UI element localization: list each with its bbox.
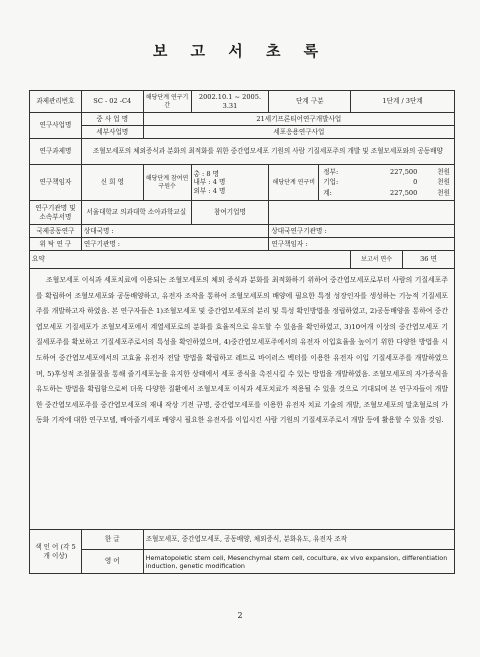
- summary-label: 요약: [30, 251, 351, 269]
- researcher-total: 총 : 8 명: [193, 170, 219, 179]
- row-center-business: [30, 113, 455, 126]
- period-value: 2002.10.1 ~ 2005. 3.31: [191, 91, 269, 113]
- research-cost-values: [319, 165, 455, 201]
- enterprise-name-label: 참여기업명: [191, 201, 269, 225]
- cost-breakdown: [321, 167, 452, 198]
- outsource-institution-label: 연구기관명 :: [81, 238, 269, 251]
- center-business-value: 21세기프론티어연구개발사업: [143, 113, 454, 126]
- enterprise-unit: 천원: [437, 178, 450, 187]
- research-cost-label: 해당단계 연구비: [269, 165, 319, 201]
- sum-value: 227,500: [390, 188, 418, 197]
- page-number: 2: [237, 611, 243, 620]
- enterprise-name-value: [269, 201, 455, 225]
- business-label: 연구사업명: [30, 113, 82, 139]
- keywords-label: 색 인 어 (각 5개 이상): [30, 530, 82, 574]
- row-principal-investigator: [30, 165, 455, 201]
- intl-institution-label: 상대국연구기관명 :: [269, 225, 455, 238]
- detail-business-value: 세포응용연구사업: [143, 126, 454, 139]
- abstract-table: [29, 90, 455, 574]
- project-title-label: 연구과제명: [30, 139, 82, 165]
- keywords-english-value: Hematopoietic stem cell, Mesenchymal stem cell, coculture, ex vivo expansion, differentiation induction, genetic modification: [143, 550, 454, 574]
- row-project-title: [30, 139, 455, 165]
- project-number-value: SC - 02 -C4: [81, 91, 143, 113]
- keywords-korean-label: 한 글: [81, 530, 143, 550]
- pi-label: 연구책임자: [30, 165, 82, 201]
- researcher-internal: 내부 : 4 명: [193, 178, 226, 187]
- stage-label: 단계 구분: [269, 91, 351, 113]
- project-title-value: 조혈모세포의 체외증식과 분화의 최적화를 위한 중간엽모세포 기원의 사람 기질세포주의 개발 및 조혈모세포와의 공동배양: [81, 139, 454, 165]
- enterprise-value: 0: [413, 178, 418, 187]
- row-detail-business: [30, 126, 455, 139]
- keywords-english-label: 영 어: [81, 550, 143, 574]
- researcher-external: 외부 : 4 명: [193, 186, 226, 195]
- report-title: 보 고 서 초 록: [152, 42, 328, 60]
- detail-business-label: 세부사업명: [81, 126, 143, 139]
- row-international: [30, 225, 455, 238]
- report-pages-label: 보고서 면수: [351, 251, 403, 269]
- row-institution: [30, 201, 455, 225]
- enterprise-label: 기업:: [323, 178, 339, 187]
- row-keywords-korean: [30, 530, 455, 550]
- outsource-pi-label: 연구책임자 :: [269, 238, 455, 251]
- report-pages-value: 36 면: [403, 251, 455, 269]
- row-project-number: [30, 91, 455, 113]
- keywords-korean-value: 조혈모세포, 중간엽모세포, 공동배양, 체외증식, 분화유도, 유전자 조작: [143, 530, 454, 550]
- stage-value: 1단계 / 3단계: [351, 91, 455, 113]
- gov-value: 227,500: [390, 168, 418, 177]
- row-summary-header: [30, 251, 455, 269]
- summary-paragraph: 조혈모세포 이식과 세포치료에 이용되는 조혈모세포의 체외 증식과 분화를 최적화하기 위하여 중간엽모세포로부터 사람의 기질세포주를 확립하여 조혈모세포와 공동배양하고, 유전자 조작을 통하여 조혈모세포의 배양에 필요한 특정 성장인자를 생성하는 기능적 기질세포주를 개발하고자 하였음. 본 연구자들은 1)조혈모세포 및 중간엽모세포의 분리 및 특성 확인방법을 정립하였고, 2)공동배양을 통하여 중간엽모세포 기질세포가 조혈모세포에서 계열세포로의 분화를 효율적으로 유도할 수 있음을 확인하였고, 3)10여개 이상의 중간엽모세포 기질세포주를 확보하고 기질세포주로서의 특성을 확인하였으며, 4)중간엽모세포주에서의 유전자 이입효율을 높이기 위한 다양한 방법을 시도하여 중간엽모세포에서의 고효율 유전자 전달 방법을 확립하고 레트로 바이러스 벡터를 이용한 유전자 이입 기질세포주를 개발하였으며, 5)후성적 조절물질을 통해 줄기세포능을 유지한 상태에서 세포 증식을 촉진시킬 수 있는 방법을 개발하였음. 조혈모세포의 자가증식을 유도하는 방법을 확립함으로써 더욱 다양한 질환에서 조혈모세포 이식과 세포치료가 적용될 수 있을 것으로 기대되며 본 연구자들이 개발한 중간엽모세포주를 중간엽모세포의 재내 작상 기전 규명, 중간엽모세포를 이용한 유전자 치료 기술의 개발, 조혈모세포의 말초혈로의 가동화 기작에 대한 연구모델, 배아줄기세포 배양시 필요한 유전자를 이입시킨 사람 기원의 기질세포주로서 개발 등에 활용할 수 있을 것임.: [36, 276, 448, 425]
- summary-body: [30, 269, 455, 530]
- row-summary-body: [30, 269, 455, 530]
- center-business-label: 중 사 업 명: [81, 113, 143, 126]
- sum-unit: 천원: [437, 188, 450, 197]
- institution-label: 연구기관명 및 소속부서명: [30, 201, 82, 225]
- sum-label: 계:: [323, 188, 332, 197]
- outsource-label: 위 탁 연 구: [30, 238, 82, 251]
- gov-label: 정부:: [323, 168, 339, 177]
- row-keywords-english: [30, 550, 455, 574]
- institution-value: 서울대학교 의과대학 소아과학교실: [81, 201, 191, 225]
- researcher-count-label: 해당단계 참여연구원수: [143, 165, 191, 201]
- researcher-counts: [191, 165, 269, 201]
- intl-label: 국제공동연구: [30, 225, 82, 238]
- gov-unit: 천원: [437, 168, 450, 177]
- period-label: 해당단계 연구기간: [143, 91, 191, 113]
- pi-name: 신 희 영: [81, 165, 143, 201]
- project-number-label: 과제관리번호: [30, 91, 82, 113]
- intl-country-label: 상대국명 :: [81, 225, 269, 238]
- row-outsourced: [30, 238, 455, 251]
